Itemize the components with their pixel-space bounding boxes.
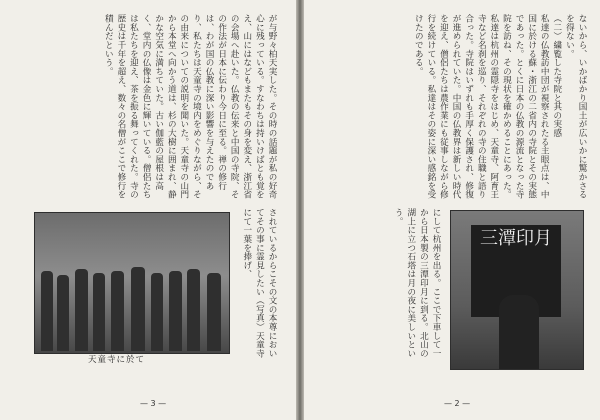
banner-text: 三潭印月 bbox=[471, 225, 561, 317]
right-page bbox=[304, 0, 600, 420]
page-number-left: — 3 — bbox=[140, 399, 167, 408]
banner-photo bbox=[450, 210, 584, 370]
group-photo bbox=[34, 212, 230, 354]
left-page bbox=[0, 0, 296, 420]
left-body-text: が与野々柏天実した。その時の話題が私の好奇心に残っている。すなわちは持いけばとも覚をえ、山にはなどもまたもその身を変え、浙江省の会場へ赴いた。仏教の伝来と中国の寺院、その作法が日本に伝わり今日に至る。禅の修行は、わが国の仏教に深い影響を与えたのであり、私たちは天童寺の境内をめぐりながら、その由来についての説明を聞いた。天童寺の山門から本堂へ向かう道は、杉の大樹に囲まれ、静かな空気に満ちていた。古い伽藍の屋根は高く、堂内の仏像は金色に輝いている。僧侶たちは私たちを迎え、茶を振る舞ってくれた。寺の歴史は千年を超え、数々の名僧がここで修行を積んだという。 bbox=[103, 14, 277, 199]
photo-caption: 天童寺に於て bbox=[88, 355, 146, 365]
right-body-text: ないから、いかばかり国土が広いかに驚かさるを得ない。 （二）繍覧した寺院と其の実感 私達の仏教訪中団が視察されたる主眼点は、中国に於ける蘇・浙江の二省内の寺院とその実態であった。とくに日本の仏教の源流となった寺院を訪ね、その現状を確かめることにあった。私達は杭州の霊隠寺をはじめ、天童寺、阿育王寺など名刹を巡り、それぞれの寺の住職と語り合った。寺院はいずれも手厚く保護され、修復が進められていた。中国の仏教界は新しい時代を迎え、僧侶たちは農作業にも従事しながら修行を続けている。私達はその姿に深い感銘を受けたのである。 bbox=[413, 14, 587, 199]
book-gutter bbox=[296, 0, 304, 420]
page-number-right: — 2 — bbox=[444, 399, 471, 408]
left-lower-text: されているからこその文の本尊においてその事に霊見したい（写真）天童寺にて一葉を捧げ、 bbox=[241, 208, 277, 358]
right-lower-text: にして杭州を出る。ここで下車して一から日本製の三潭印月に到る。北山の湖上に立つ石塔は月の夜に美しいという。 bbox=[393, 208, 441, 358]
